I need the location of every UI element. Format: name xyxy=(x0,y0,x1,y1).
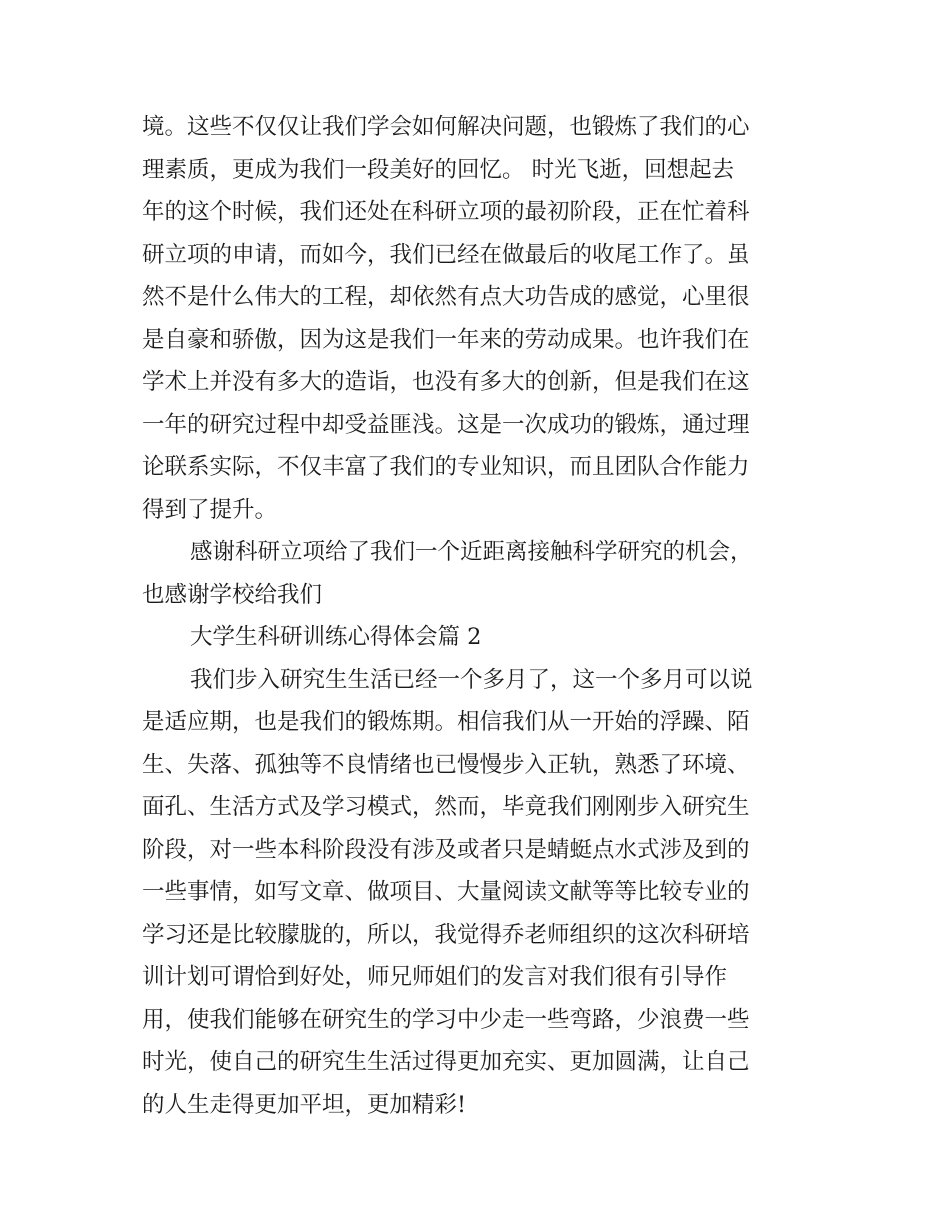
text-line: 面孔、生活方式及学习模式，然而，毕竟我们刚刚步入研究生 xyxy=(142,794,750,820)
text-line: 一些事情，如写文章、做项目、大量阅读文献等等比较专业的 xyxy=(142,879,750,905)
text-line: 论联系实际，不仅丰富了我们的专业知识，而且团队合作能力 xyxy=(142,454,750,480)
text-line: 时光，使自己的研究生生活过得更加充实、更加圆满，让自己 xyxy=(142,1049,750,1075)
text-line: 的人生走得更加平坦，更加精彩! xyxy=(142,1091,467,1118)
text-line: 境。这些不仅仅让我们学会如何解决问题，也锻炼了我们的心 xyxy=(142,114,750,140)
text-line: 用，使我们能够在研究生的学习中少走一些弯路，少浪费一些 xyxy=(142,1006,750,1033)
text-line: 感谢科研立项给了我们一个近距离接触科学研究的机会， xyxy=(190,539,753,565)
text-line: 然不是什么伟大的工程，却依然有点大功告成的感觉，心里很 xyxy=(142,284,750,310)
text-line: 阶段，对一些本科阶段没有涉及或者只是蜻蜓点水式涉及到的 xyxy=(142,836,750,863)
text-line: 得到了提升。 xyxy=(142,496,278,523)
text-line: 理素质，更成为我们一段美好的回忆。 时光飞逝，回想起去 xyxy=(142,156,735,183)
text-line: 学习还是比较朦胧的，所以，我觉得乔老师组织的这次科研培 xyxy=(142,921,750,948)
document-body xyxy=(142,106,814,1126)
section-heading: 大学生科研训练心得体会篇 2 xyxy=(190,624,482,650)
text-line: 也感谢学校给我们 xyxy=(142,581,323,608)
text-line: 是自豪和骄傲，因为这是我们一年来的劳动成果。也许我们在 xyxy=(142,326,750,353)
text-line: 研立项的申请，而如今，我们已经在做最后的收尾工作了。虽 xyxy=(142,241,750,268)
text-line: 学术上并没有多大的造诣，也没有多大的创新，但是我们在这 xyxy=(142,369,750,395)
text-line: 训计划可谓恰到好处，师兄师姐们的发言对我们很有引导作 xyxy=(142,964,728,990)
text-line: 生、失落、孤独等不良情绪也已慢慢步入正轨，熟悉了环境、 xyxy=(142,751,750,778)
text-line: 是适应期，也是我们的锻炼期。相信我们从一开始的浮躁、陌 xyxy=(142,709,750,735)
text-line: 年的这个时候，我们还处在科研立项的最初阶段，正在忙着科 xyxy=(142,199,750,225)
text-line: 一年的研究过程中却受益匪浅。这是一次成功的锻炼，通过理 xyxy=(142,411,750,438)
text-line: 我们步入研究生生活已经一个多月了，这一个多月可以说 xyxy=(190,666,753,693)
